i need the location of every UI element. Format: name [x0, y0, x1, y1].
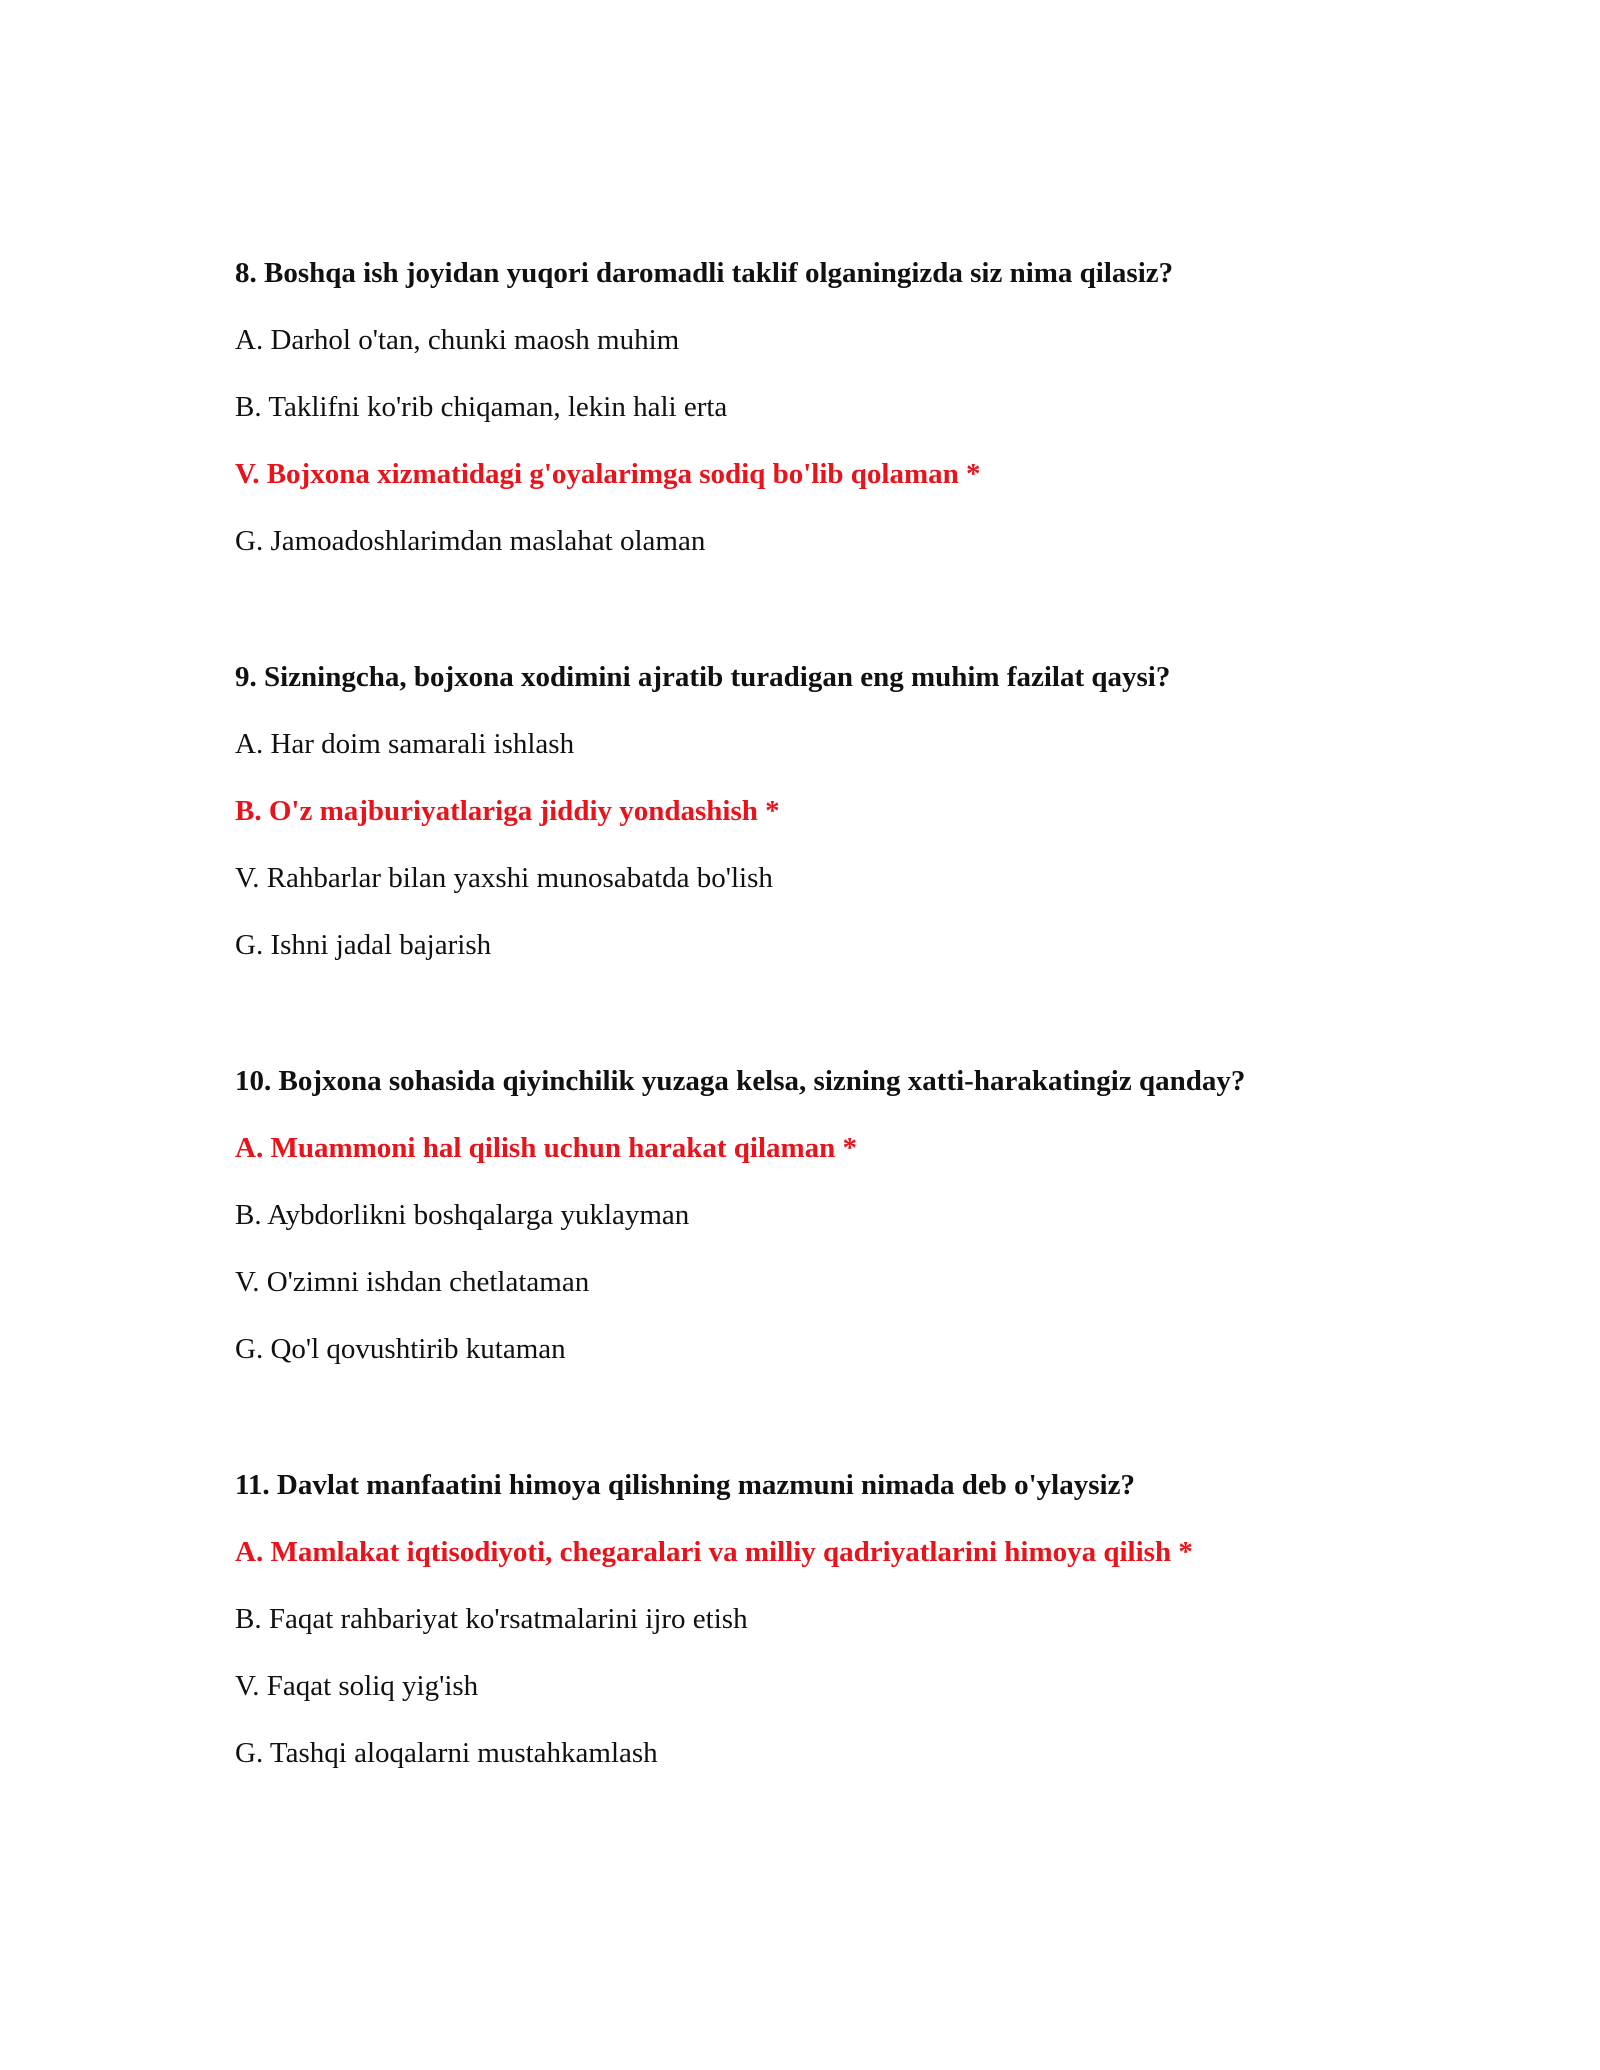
answer-option-a: A. Har doim samarali ishlash [235, 728, 575, 760]
question-block-10 [235, 1062, 1435, 1397]
question-block-11 [235, 1466, 1435, 1801]
answer-option-g: G. Qo'l qovushtirib kutaman [235, 1333, 566, 1365]
answer-option-a-correct: A. Muammoni hal qilish uchun harakat qilaman * [235, 1132, 858, 1164]
answer-option-v: V. Rahbarlar bilan yaxshi munosabatda bo'lish [235, 862, 773, 894]
answer-option-a: A. Darhol o'tan, chunki maosh muhim [235, 324, 680, 356]
answer-option-b: B. Taklifni ko'rib chiqaman, lekin hali erta [235, 391, 728, 423]
question-title: 8. Boshqa ish joyidan yuqori daromadli taklif olganingizda siz nima qilasiz? [235, 257, 1174, 289]
answer-option-g: G. Ishni jadal bajarish [235, 929, 492, 961]
answer-option-g: G. Tashqi aloqalarni mustahkamlash [235, 1737, 658, 1769]
answer-option-v-correct: V. Bojxona xizmatidagi g'oyalarimga sodiq bo'lib qolaman * [235, 458, 981, 490]
question-block-8 [235, 254, 1435, 589]
answer-option-a-correct: A. Mamlakat iqtisodiyoti, chegaralari va milliy qadriyatlarini himoya qilish * [235, 1536, 1193, 1568]
answer-option-b: B. Faqat rahbariyat ko'rsatmalarini ijro etish [235, 1603, 748, 1635]
answer-option-v: V. Faqat soliq yig'ish [235, 1670, 479, 1702]
question-title: 9. Sizningcha, bojxona xodimini ajratib turadigan eng muhim fazilat qaysi? [235, 661, 1171, 693]
answer-option-v: V. O'zimni ishdan chetlataman [235, 1266, 590, 1298]
question-block-9 [235, 658, 1435, 993]
answer-option-g: G. Jamoadoshlarimdan maslahat olaman [235, 525, 706, 557]
answer-option-b: B. Aybdorlikni boshqalarga yuklayman [235, 1199, 690, 1231]
question-title: 10. Bojxona sohasida qiyinchilik yuzaga kelsa, sizning xatti-harakatingiz qanday? [235, 1065, 1246, 1097]
question-title: 11. Davlat manfaatini himoya qilishning mazmuni nimada deb o'ylaysiz? [235, 1469, 1135, 1501]
answer-option-b-correct: B. O'z majburiyatlariga jiddiy yondashish * [235, 795, 780, 827]
